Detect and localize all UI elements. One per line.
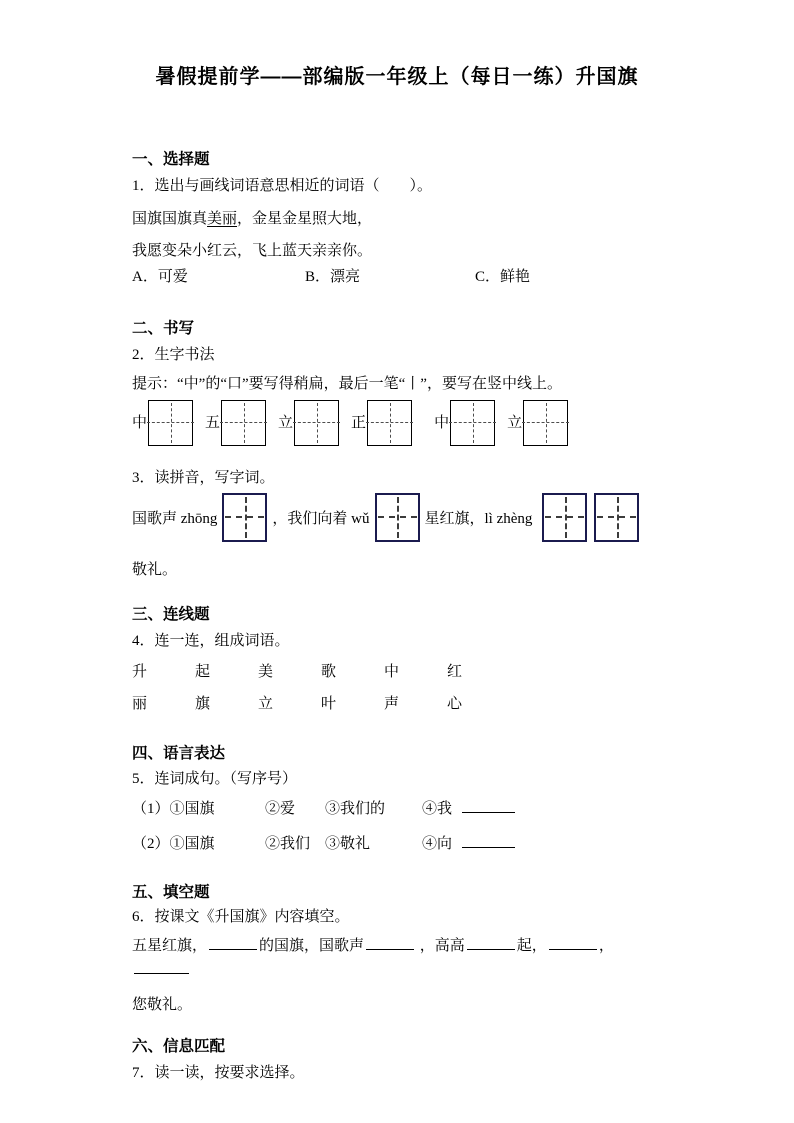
word-order-cell: [132, 831, 265, 857]
question-7: 7．读一读，按要求选择。: [132, 1065, 305, 1081]
match-char: 声: [384, 696, 400, 712]
section-heading-fill: 五、填空题: [132, 884, 210, 901]
word-order-cell: [132, 796, 265, 822]
match-char: 升: [132, 664, 148, 680]
word-chip: ④向: [422, 836, 453, 852]
match-char: 歌: [321, 664, 337, 680]
question-3: 3．读拼音，写字词。: [132, 470, 275, 486]
pinyin-line-tail: 敬礼。: [132, 562, 178, 578]
answer-blank: [467, 934, 515, 950]
writing-grid: [132, 400, 662, 446]
option-b: B．漂亮: [305, 269, 361, 285]
match-char: 红: [447, 664, 463, 680]
item-number: （1）: [132, 801, 170, 817]
match-char: 叶: [321, 696, 337, 712]
model-character: 中: [434, 414, 450, 431]
answer-blank: [366, 934, 414, 950]
answer-blank: [462, 832, 515, 848]
section-heading-choice: 一、选择题: [132, 151, 210, 168]
poem-line-2: 我愿变朵小红云，飞上蓝天亲亲你。: [132, 243, 373, 259]
poem-line-1-post: ，金星金星照大地，: [237, 211, 373, 227]
tianzige-box: [375, 493, 420, 542]
match-char: 美: [258, 664, 274, 680]
model-character: 立: [507, 414, 523, 431]
match-char: 心: [447, 696, 463, 712]
tianzige-box: [594, 493, 639, 542]
option-a: A．可爱: [132, 269, 188, 285]
word-chip: ①国旗: [169, 836, 215, 852]
writing-grid-group: [132, 400, 193, 446]
tianzige-box: [294, 400, 339, 446]
option-c: C．鲜艳: [475, 269, 531, 285]
word-chip: ③我们的: [325, 801, 386, 817]
pinyin-text-3: 星红旗，lì zhèng: [424, 510, 533, 527]
writing-grid-group: [205, 400, 266, 446]
answer-blank: [209, 934, 257, 950]
word-order-item-1: [132, 796, 662, 822]
fill-text: 五星红旗，: [132, 938, 208, 954]
tianzige-box: [523, 400, 568, 446]
match-char: 立: [258, 696, 274, 712]
match-char: 中: [384, 664, 400, 680]
question-4: 4．连一连，组成词语。: [132, 633, 290, 649]
writing-grid-group: [434, 400, 495, 446]
word-order-item-2: [132, 831, 662, 857]
fill-text: ，: [598, 938, 614, 954]
fill-text: 的国旗，国歌声: [259, 938, 365, 954]
word-chip: ②我们: [265, 836, 311, 852]
writing-grid-group: [351, 400, 412, 446]
section-heading-expression: 四、语言表达: [132, 745, 226, 762]
match-row-top: [132, 660, 662, 684]
tianzige-box: [367, 400, 412, 446]
writing-hint: 提示：“中”的“口”要写得稍扁，最后一笔“丨”，要写在竖中线上。: [132, 376, 562, 392]
section-heading-writing: 二、书写: [132, 320, 195, 337]
question-1: 1．选出与画线词语意思相近的词语（ ）。: [132, 178, 433, 194]
tianzige-box: [450, 400, 495, 446]
poem-line-1: [132, 207, 662, 231]
item-number: （2）: [132, 836, 170, 852]
pinyin-writing-line: [132, 492, 662, 542]
tianzige-box: [148, 400, 193, 446]
match-char: 丽: [132, 696, 148, 712]
word-chip: ④我: [422, 801, 453, 817]
question-6: 6．按课文《升国旗》内容填空。: [132, 909, 350, 925]
fill-sentence-tail: 您敬礼。: [132, 997, 193, 1013]
match-row-bottom: [132, 692, 662, 716]
match-char: 起: [195, 664, 211, 680]
match-char: 旗: [195, 696, 211, 712]
model-character: 正: [351, 414, 367, 431]
fill-blank-sentence: [132, 934, 662, 982]
fill-text: ，高高: [416, 938, 465, 954]
tianzige-box: [222, 493, 267, 542]
answer-blank: [462, 797, 515, 813]
question-2: 2．生字书法: [132, 347, 215, 363]
pinyin-text-2: ，我们向着 wǔ: [272, 510, 370, 527]
fill-text: 起，: [516, 938, 547, 954]
answer-blank: [549, 934, 597, 950]
section-heading-matching: 三、连线题: [132, 606, 210, 623]
poem-line-1-pre: 国旗国旗真: [132, 211, 208, 227]
tianzige-box: [221, 400, 266, 446]
underlined-word: 美丽: [207, 211, 238, 227]
model-character: 五: [205, 414, 221, 431]
word-chip: ③敬礼: [325, 836, 371, 852]
section-heading-info-match: 六、信息匹配: [132, 1038, 226, 1055]
model-character: 立: [278, 414, 294, 431]
writing-grid-group: [507, 400, 568, 446]
answer-blank: [134, 958, 189, 974]
question-5: 5．连词成句。（写序号）: [132, 771, 298, 787]
writing-grid-group: [278, 400, 339, 446]
pinyin-text-1: 国歌声 zhōng: [132, 510, 218, 527]
word-chip: ②爱: [265, 801, 296, 817]
model-character: 中: [132, 414, 148, 431]
page-title: 暑假提前学——部编版一年级上（每日一练）升国旗: [155, 66, 639, 88]
options-row: [132, 265, 662, 289]
tianzige-box: [542, 493, 587, 542]
word-chip: ①国旗: [169, 801, 215, 817]
